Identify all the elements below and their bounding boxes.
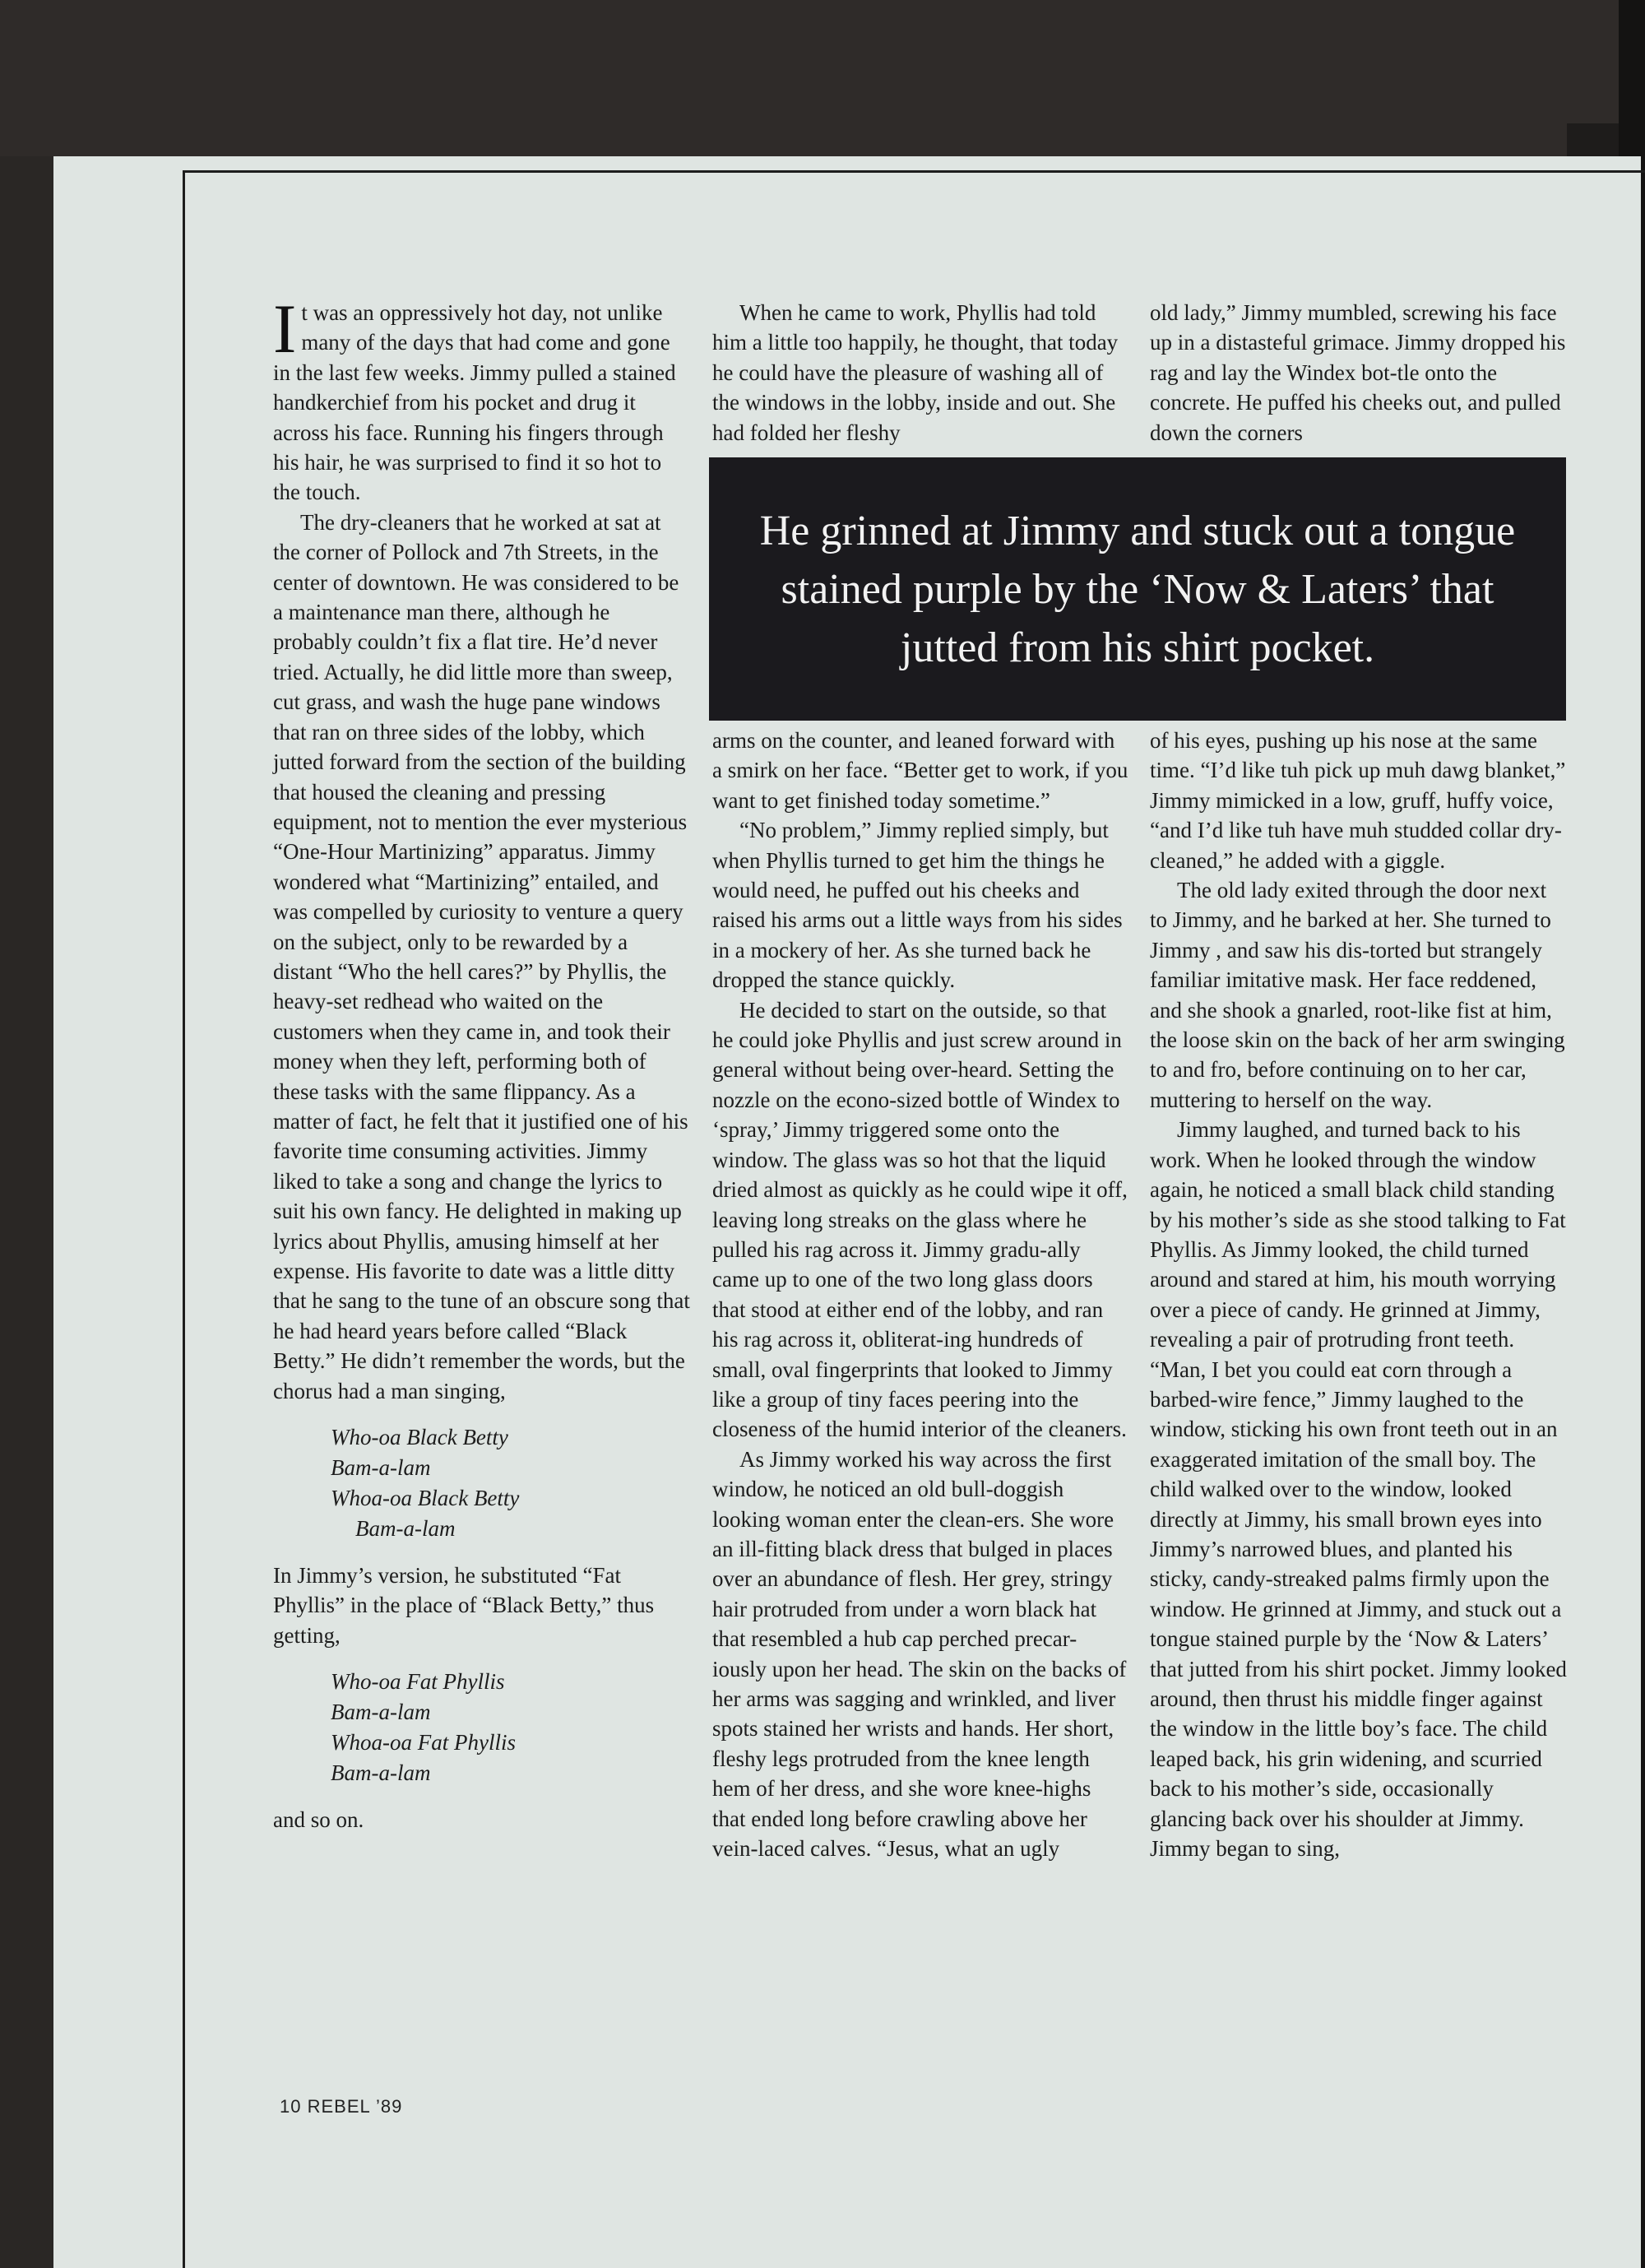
paragraph-col3-3: Jimmy laughed, and turned back to his work. When he looked through the window again, he noticed a small black child standing by his mother’s side as she stood talking to Fat Phyllis. As Jimmy looked, the child turned around and stared at him, his mouth worrying over a piece of candy. He grinned at Jimmy, revealing a pair of protruding front teeth. “Man, I bet you could eat corn through a barbed-wire fence,” Jimmy laughed to the window, sticking his own front teeth out in an exaggerated imitation of the small boy. The child walked over to the window, looked directly at Jimmy, his small brown eyes into Jimmy’s narrowed blues, and planted his sticky, candy-streaked palms firmly upon the window. He grinned at Jimmy, and stuck out a tongue stained purple by the ‘Now & Laters’ that jutted from his shirt pocket. Jimmy looked around, then thrust his middle finger against the window in the little boy’s face. The child leaped back, his grin widening, and scurried back to his mother’s side, occasionally glancing back over his shoulder at Jimmy. Jimmy began to sing, — [1150, 1117, 1567, 1862]
background-top — [0, 0, 1645, 156]
paragraph-2: The dry-cleaners that he worked at sat at the corner of Pollock and 7th Streets, in the center of downtown. He was considered to be a maintenance man there, although he probably couldn’t fix a flat tire. He’d never tried. Actually, he did little more than sweep, cut grass, and wash the huge pane windows that ran on three sides of the lobby, which jutted forward from the section of the building that housed the cleaning and pressing equipment, not to mention the ever mysterious “One-Hour Martinizing” apparatus. Jimmy wondered what “Martinizing” entailed, and was compelled by curiosity to venture a query on the subject, only to be rewarded by a distant “Who the hell cares?” by Phyllis, the heavy-set redhead who waited on the customers when they came in, and took their money when they left, performing both of these tasks with the same flippancy. As a matter of fact, he felt that it justified one of his favorite time consuming activities. Jimmy liked to take a song and change the lyrics to suit his own fancy. He delighted in making up lyrics about Phyllis, amusing himself at her expense. His favorite to date was a little ditty that he sang to the tune of an obscure song that he had heard years before called “Black Betty.” He didn’t remember the words, but the chorus had a man singing, — [273, 509, 690, 1403]
verse-line: Bam-a-lam — [331, 1455, 431, 1481]
column-3-top — [1150, 298, 1567, 448]
column-1 — [273, 290, 690, 1835]
column-2-top — [712, 298, 1129, 448]
paragraph-col2-1-bottom: arms on the counter, and leaned forward with a smirk on her face. “Better get to work, if you want to get finished today sometime.” — [712, 728, 1128, 813]
paragraph-col3-2: The old lady exited through the door next to Jimmy, and he barked at her. She turned to Jimmy , and saw his dis-torted but strangely familiar imitative mask. Her face reddened, and she shook a gnarled, root-like fist at him, the loose skin on the back of her arm swinging to and fro, before continuing on to her car, muttering to herself on the way. — [1150, 878, 1565, 1112]
paragraph-col2-1-top: When he came to work, Phyllis had told him a little too happily, he thought, that today he could have the pleasure of washing all of the windows in the lobby, inside and out. She had folded her fleshy — [712, 300, 1119, 445]
paragraph-4: and so on. — [273, 1807, 364, 1833]
column-3-bottom — [1150, 726, 1567, 1863]
paragraph-1 — [273, 290, 690, 508]
paragraph-1-text: t was an oppressively hot day, not unlike many of the days that had come and gone in the last few weeks. Jimmy pulled a stained handkerchief from his pocket and drug it across his face. Running his fingers through his hair, he was surprised to find it so hot to the touch. — [273, 300, 676, 505]
verse-line: Bam-a-lam — [355, 1516, 456, 1542]
pull-quote — [709, 457, 1566, 721]
verse-line: Who-oa Black Betty — [331, 1425, 508, 1450]
verse-line: Who-oa Fat Phyllis — [331, 1669, 505, 1695]
paragraph-col2-2: “No problem,” Jimmy replied simply, but when Phyllis turned to get him the things he would need, he puffed out his cheeks and raised his arms out a little ways from his sides in a mockery of her. As she turned back he dropped the stance quickly. — [712, 818, 1123, 993]
paragraph-col2-3: He decided to start on the outside, so that he could joke Phyllis and just screw around in general without being over-heard. Setting the nozzle on the econo-sized bottle of Windex to ‘spray,’ Jimmy triggered some onto the window. The glass was so hot that the liquid dried almost as quickly as he could wipe it off, leaving long streaks on the glass where he pulled his rag across it. Jimmy gradu-ally came up to one of the two long glass doors that stood at either end of the lobby, and ran his rag across it, obliterat-ing hundreds of small, oval fingerprints that looked to Jimmy like a group of tiny faces peering into the closeness of the humid interior of the cleaners. — [712, 997, 1128, 1442]
drop-cap: I — [273, 290, 297, 368]
verse-fat-phyllis — [331, 1667, 690, 1788]
paragraph-col3-1-top: old lady,” Jimmy mumbled, screwing his face up in a distasteful grimace. Jimmy dropped his rag and lay the Windex bot-tle onto the concrete. He puffed his cheeks out, and pulled down the corners — [1150, 300, 1566, 445]
frame-rule-top — [183, 170, 1645, 173]
column-2-bottom — [712, 726, 1129, 1863]
verse-black-betty — [331, 1422, 690, 1544]
frame-rule-left — [183, 170, 185, 2268]
verse-line: Bam-a-lam — [331, 1700, 431, 1725]
verse-line: Whoa-oa Fat Phyllis — [331, 1730, 516, 1755]
page-folio: 10 REBEL ’89 — [280, 2096, 403, 2117]
paragraph-col2-4: As Jimmy worked his way across the first window, he noticed an old bull-doggish looking woman enter the clean-ers. She wore an ill-fitting black dress that bulged in places over an abundance of flesh. Her grey, stringy hair protruded from under a worn black hat that resembled a hub cap perched precar-iously upon her head. The skin on the backs of her arms was sagging and wrinkled, and liver spots stained her wrists and hands. Her short, fleshy legs protruded from the knee length hem of her dress, and she wore knee-highs that ended long before crawling above her vein-laced calves. “Jesus, what an ugly — [712, 1446, 1127, 1862]
paragraph-col3-1-bottom: of his eyes, pushing up his nose at the same time. “I’d like tuh pick up muh dawg blanket,” Jimmy mimicked in a low, gruff, huffy voice, “and I’d like tuh have muh studded collar dry-cleaned,” he added with a giggle. — [1150, 728, 1566, 873]
paragraph-3: In Jimmy’s version, he substituted “Fat Phyllis” in the place of “Black Betty,” thus getting, — [273, 1563, 655, 1648]
pull-quote-text: He grinned at Jimmy and stuck out a tongue stained purple by the ‘Now & Laters’ that jutted from his shirt pocket. — [759, 507, 1516, 671]
verse-line: Bam-a-lam — [331, 1760, 431, 1786]
verse-line: Whoa-oa Black Betty — [331, 1486, 520, 1511]
